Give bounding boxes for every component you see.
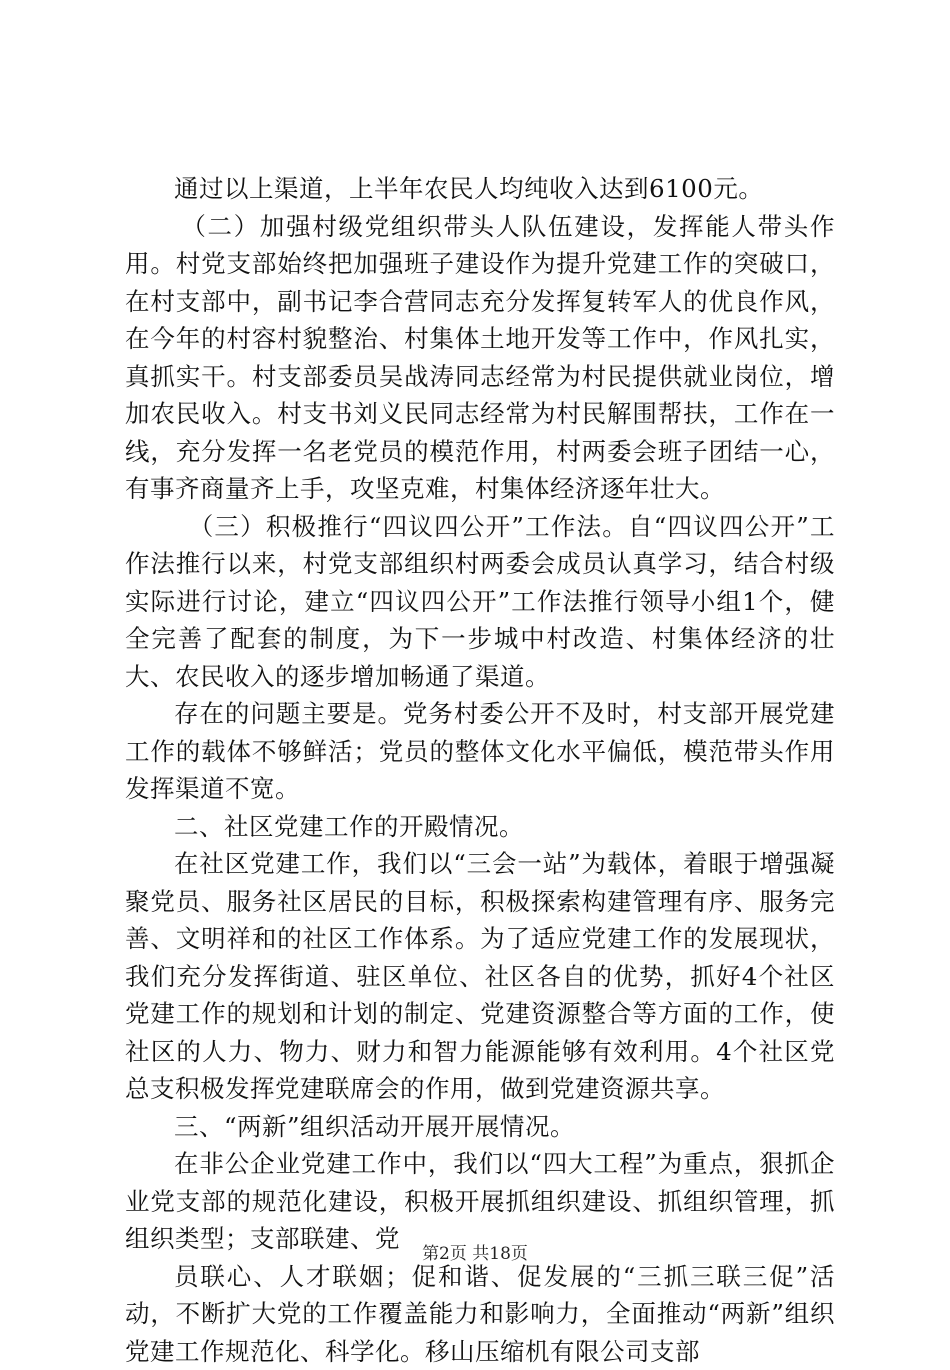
paragraph-section-2-leadership: （二）加强村级党组织带头人队伍建设，发挥能人带头作用。村党支部始终把加强班子建设作为提升党建工作的突破口，在村支部中，副书记李合营同志充分发挥复转军人的优良作风，在今年的村容村貌整治、村集体土地开发等工作中，作风扎实，真抓实干。村支部委员吴战涛同志经常为村民提供就业岗位，增加农民收入。村支书刘义民同志经常为村民解围帮扶，工作在一线，充分发挥一名老党员的模范作用，村两委会班子团结一心，有事齐商量齐上手，攻坚克难，村集体经济逐年壮大。 [125, 208, 835, 508]
page-number-footer: 第2页 共18页 [0, 1243, 950, 1265]
paragraph-existing-problems: 存在的问题主要是。党务村委公开不及时，村支部开展党建工作的载体不够鲜活；党员的整体文化水平偏低，模范带头作用发挥渠道不宽。 [125, 695, 835, 808]
paragraph-community-party-building: 在社区党建工作，我们以“三会一站”为载体，着眼于增强凝聚党员、服务社区居民的目标，积极探索构建管理有序、服务完善、文明祥和的社区工作体系。为了适应党建工作的发展现状，我们充分发挥街道、驻区单位、社区各自的优势，抓好4个社区党建工作的规划和计划的制定、党建资源整合等方面的工作，使社区的人力、物力、财力和智力能源能够有效利用。4个社区党总支积极发挥党建联席会的作用，做到党建资源共享。 [125, 845, 835, 1108]
paragraph-non-public-enterprise: 在非公企业党建工作中，我们以“四大工程”为重点，狠抓企业党支部的规范化建设，积极开展抓组织建设、抓组织管理，抓组织类型；支部联建、党 [125, 1145, 835, 1258]
paragraph-income-summary: 通过以上渠道，上半年农民人均纯收入达到6100元。 [125, 170, 835, 208]
paragraph-three-grasps: 员联心、人才联姻；促和谐、促发展的“三抓三联三促”活动，不断扩大党的工作覆盖能力和影响力，全面推动“两新”组织党建工作规范化、科学化。移山压缩机有限公司支部 [125, 1258, 835, 1370]
heading-community-party-building: 二、社区党建工作的开殿情况。 [125, 808, 835, 846]
paragraph-section-3-four-discussions: （三）积极推行“四议四公开”工作法。自“四议四公开”工作法推行以来，村党支部组织村两委会成员认真学习，结合村级实际进行讨论，建立“四议四公开”工作法推行领导小组1个，健全完善了配套的制度，为下一步城中村改造、村集体经济的壮大、农民收入的逐步增加畅通了渠道。 [125, 508, 835, 696]
heading-two-new-organizations: 三、“两新”组织活动开展开展情况。 [125, 1108, 835, 1146]
document-body [125, 170, 835, 1370]
